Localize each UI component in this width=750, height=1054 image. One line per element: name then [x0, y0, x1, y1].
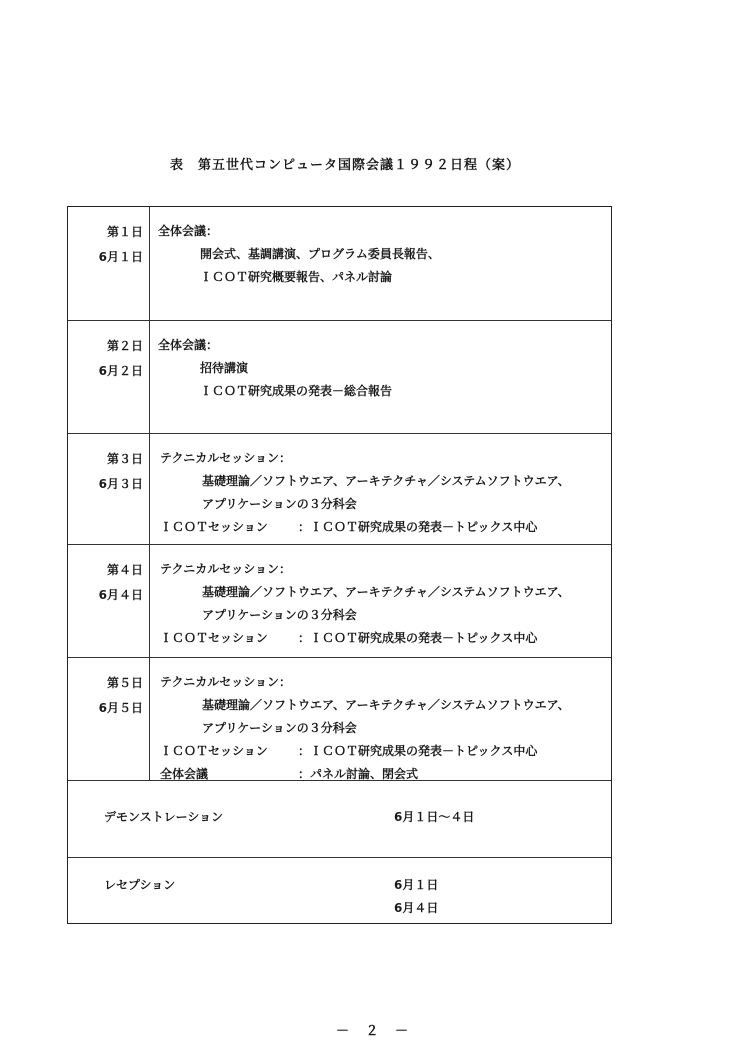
day-label: 第１日 [106, 225, 143, 239]
day-content [160, 447, 611, 539]
day-cell [68, 434, 150, 544]
session-item: アプリケーションの３分科会 [202, 721, 357, 735]
session-item: 基礎理論／ソフトウエア、アーキテクチャ／システムソフトウエア、 [202, 698, 570, 712]
document-title: 表 第五世代コンピュータ国際会議１９９２日程（案） [170, 158, 521, 173]
schedule-table [67, 206, 612, 924]
day-date: 6月１日 [98, 250, 143, 264]
reception-date: 6月４日 [394, 901, 439, 915]
sub-session-value: ：ＩＣＯＴ研究成果の発表－トピックス中心 [298, 520, 538, 534]
session-item: ＩＣＯＴ研究成果の発表－総合報告 [200, 384, 393, 398]
day-content [160, 558, 611, 650]
reception-dates [394, 874, 438, 920]
day-cell [68, 545, 150, 657]
day-content [158, 220, 611, 289]
table-row-demonstration [68, 781, 611, 858]
day-cell [68, 321, 150, 433]
day-label: 第３日 [106, 452, 143, 466]
day-content [158, 334, 611, 403]
sub-session-value: ：パネル討論、閉会式 [298, 767, 419, 781]
page-number: － ２ － [335, 1024, 415, 1039]
sub-session-label: ＩＣＯＴセッション [160, 631, 268, 645]
table-row-day-4 [68, 545, 611, 658]
sub-session [160, 740, 611, 763]
sub-session [160, 627, 611, 650]
day-content [160, 671, 611, 786]
table-row-day-5 [68, 658, 611, 781]
session-item: アプリケーションの３分科会 [202, 608, 357, 622]
day-cell [68, 658, 150, 780]
day-cell [68, 207, 150, 320]
day-label: 第５日 [106, 676, 143, 690]
day-date: 6月４日 [98, 588, 143, 602]
reception-date: 6月１日 [394, 878, 439, 892]
session-type: テクニカルセッション： [160, 675, 292, 689]
sub-session-value: ：ＩＣＯＴ研究成果の発表－トピックス中心 [298, 631, 538, 645]
table-row-day-2 [68, 321, 611, 434]
table-row-day-1 [68, 207, 611, 321]
reception-label: レセプション [104, 878, 176, 892]
session-type: 全体会議： [158, 224, 219, 238]
sub-session-label: ＩＣＯＴセッション [160, 744, 268, 758]
day-label: 第２日 [106, 339, 143, 353]
session-item: 招待講演 [200, 361, 249, 375]
session-item: 基礎理論／ソフトウエア、アーキテクチャ／システムソフトウエア、 [202, 474, 570, 488]
table-row-day-3 [68, 434, 611, 545]
session-type: 全体会議： [158, 338, 219, 352]
session-item: 基礎理論／ソフトウエア、アーキテクチャ／システムソフトウエア、 [202, 585, 570, 599]
table-row-reception [68, 858, 611, 925]
day-date: 6月３日 [98, 477, 143, 491]
session-type: テクニカルセッション： [160, 562, 292, 576]
demo-dates: 6月１日～４日 [394, 810, 475, 824]
session-item: アプリケーションの３分科会 [202, 497, 357, 511]
day-date: 6月２日 [98, 364, 143, 378]
sub-session [160, 516, 611, 539]
day-label: 第４日 [106, 563, 143, 577]
sub-session-label: ＩＣＯＴセッション [160, 520, 268, 534]
session-type: テクニカルセッション： [160, 451, 292, 465]
demo-label: デモンストレーション [104, 810, 224, 824]
sub-session-label: 全体会議 [160, 767, 209, 781]
session-item: ＩＣＯＴ研究概要報告、パネル討論 [200, 270, 393, 284]
session-item: 開会式、基調講演、プログラム委員長報告、 [200, 247, 440, 261]
day-date: 6月５日 [98, 701, 143, 715]
sub-session-value: ：ＩＣＯＴ研究成果の発表－トピックス中心 [298, 744, 538, 758]
